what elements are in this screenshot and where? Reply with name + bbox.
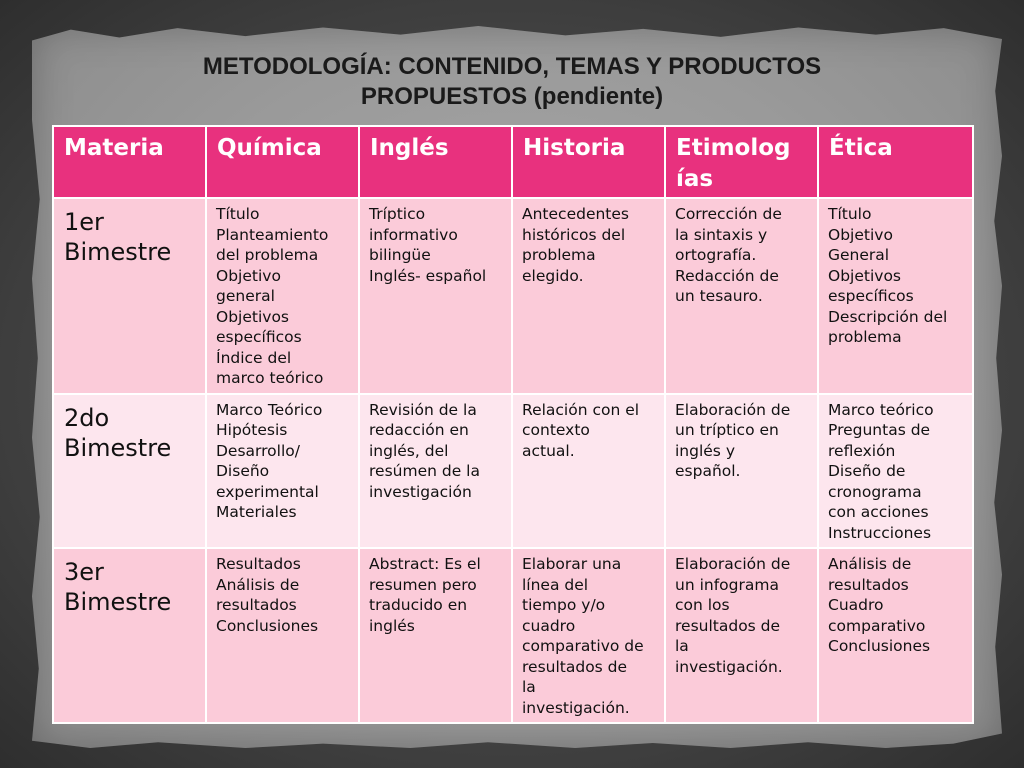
- cell-etimologias: [665, 548, 818, 723]
- header-etimologias-line-1: Etimolog: [676, 135, 791, 161]
- header-materia: Materia: [53, 126, 206, 198]
- header-ingles: Inglés: [359, 126, 512, 198]
- cell-line: específicos: [828, 287, 914, 305]
- cell-line: Tríptico: [369, 205, 426, 223]
- cell-line: español.: [675, 462, 741, 480]
- cell-line: Diseño de: [828, 462, 906, 480]
- cell-line: Marco Teórico: [216, 400, 323, 419]
- row-label-line: 2do: [64, 403, 110, 432]
- cell-historia: [512, 548, 665, 723]
- header-etimologias: [665, 126, 818, 198]
- cell-line: Título: [828, 205, 872, 223]
- cell-line: Elaboración de: [675, 400, 791, 419]
- row-label: [53, 198, 206, 394]
- cell-line: bilingüe: [369, 246, 431, 264]
- cell-line: investigación.: [675, 657, 783, 676]
- cell-line: resultados: [216, 596, 297, 614]
- cell-ingles: [359, 198, 512, 394]
- row-label-line: Bimestre: [64, 433, 172, 462]
- cell-quimica: [206, 198, 359, 394]
- cell-line: Marco teórico: [828, 400, 934, 419]
- cell-line: un tesauro.: [675, 287, 763, 305]
- cell-line: Análisis de: [216, 575, 300, 594]
- cell-line: inglés y: [675, 441, 735, 460]
- row-label: [53, 548, 206, 723]
- cell-line: Materiales: [216, 503, 297, 521]
- header-quimica: Química: [206, 126, 359, 198]
- cell-line: marco teórico: [216, 369, 324, 387]
- cell-ingles: [359, 394, 512, 549]
- cell-line: la: [675, 637, 689, 655]
- cell-line: comparativo de: [522, 637, 644, 655]
- header-etimologias-line-2: ías: [676, 166, 714, 192]
- cell-line: cuadro: [522, 616, 576, 635]
- cell-line: elegido.: [522, 266, 584, 285]
- cell-ingles: [359, 548, 512, 723]
- cell-line: problema: [522, 246, 596, 264]
- cell-line: traducido en: [369, 596, 468, 614]
- row-label-line: Bimestre: [64, 588, 172, 616]
- row-label-line: Bimestre: [64, 238, 172, 266]
- cell-etimologias: [665, 394, 818, 549]
- cell-line: Revisión de la: [369, 400, 477, 419]
- cell-quimica: [206, 394, 359, 549]
- cell-line: resultados de: [522, 657, 628, 676]
- cell-line: Desarrollo/: [216, 441, 300, 460]
- cell-line: General: [828, 246, 890, 264]
- cell-line: Análisis de: [828, 555, 912, 573]
- cell-line: Objetivo: [828, 225, 893, 244]
- cell-line: Redacción de: [675, 266, 779, 285]
- cell-line: Objetivo: [216, 266, 281, 285]
- cell-line: Diseño: [216, 462, 270, 480]
- cell-line: Preguntas de: [828, 421, 931, 439]
- cell-line: la sintaxis y: [675, 225, 768, 244]
- cell-line: inglés, del: [369, 441, 449, 460]
- methodology-table: [52, 125, 974, 724]
- cell-line: Instrucciones: [828, 523, 932, 542]
- table-row: [53, 198, 973, 394]
- cell-line: redacción en: [369, 421, 469, 439]
- cell-line: Objetivos: [828, 266, 901, 285]
- slide-title: [0, 52, 1024, 112]
- title-line-2: PROPUESTOS (pendiente): [360, 83, 664, 110]
- cell-line: problema: [828, 328, 902, 346]
- cell-line: Descripción del: [828, 307, 948, 326]
- cell-line: del problema: [216, 246, 319, 264]
- cell-line: un tríptico en: [675, 421, 779, 439]
- cell-line: Inglés- español: [369, 266, 487, 285]
- title-line-1: METODOLOGÍA: CONTENIDO, TEMAS Y PRODUCTOS: [202, 53, 822, 80]
- cell-line: Conclusiones: [216, 616, 319, 635]
- cell-line: Índice del: [216, 348, 292, 367]
- cell-line: informativo: [369, 225, 458, 244]
- cell-etica: [818, 548, 973, 723]
- cell-line: tiempo y/o: [522, 596, 606, 614]
- cell-line: resultados de: [675, 616, 781, 635]
- row-label-line: 1er: [64, 208, 104, 236]
- cell-line: ortografía.: [675, 246, 757, 264]
- cell-line: Elaboración de: [675, 555, 791, 573]
- cell-line: actual.: [522, 441, 575, 460]
- header-historia: Historia: [512, 126, 665, 198]
- cell-line: con acciones: [828, 503, 929, 521]
- cell-etica: [818, 198, 973, 394]
- cell-line: investigación: [369, 482, 472, 501]
- cell-line: Cuadro: [828, 596, 884, 614]
- cell-line: comparativo: [828, 616, 926, 635]
- row-label: [53, 394, 206, 549]
- cell-line: la: [522, 678, 536, 696]
- cell-line: general: [216, 287, 275, 305]
- table-header-row: [53, 126, 973, 198]
- cell-line: Objetivos: [216, 307, 289, 326]
- row-label-line: 3er: [64, 558, 104, 586]
- cell-line: resúmen de la: [369, 462, 480, 480]
- cell-line: línea del: [522, 575, 589, 594]
- cell-line: Planteamiento: [216, 225, 329, 244]
- cell-line: Elaborar una: [522, 555, 622, 573]
- cell-historia: [512, 198, 665, 394]
- cell-line: experimental: [216, 482, 319, 501]
- table-row: [53, 548, 973, 723]
- cell-line: Hipótesis: [216, 421, 288, 439]
- cell-line: contexto: [522, 421, 590, 439]
- cell-line: históricos del: [522, 225, 626, 244]
- cell-line: reflexión: [828, 441, 896, 460]
- cell-historia: [512, 394, 665, 549]
- cell-line: Relación con el: [522, 400, 640, 419]
- cell-line: cronograma: [828, 482, 922, 501]
- cell-line: Resultados: [216, 555, 301, 573]
- header-etica: Ética: [818, 126, 973, 198]
- cell-line: resumen pero: [369, 575, 477, 594]
- cell-etica: [818, 394, 973, 549]
- cell-line: Conclusiones: [828, 637, 931, 655]
- cell-line: un infograma: [675, 575, 779, 594]
- cell-line: inglés: [369, 616, 415, 635]
- cell-etimologias: [665, 198, 818, 394]
- cell-line: Antecedentes: [522, 205, 629, 223]
- cell-line: Corrección de: [675, 205, 782, 223]
- cell-line: Título: [216, 205, 260, 223]
- cell-line: específicos: [216, 328, 302, 346]
- cell-line: resultados: [828, 575, 909, 594]
- cell-line: Abstract: Es el: [369, 555, 481, 573]
- cell-quimica: [206, 548, 359, 723]
- cell-line: con los: [675, 596, 730, 614]
- cell-line: investigación.: [522, 698, 630, 717]
- table-row: [53, 394, 973, 549]
